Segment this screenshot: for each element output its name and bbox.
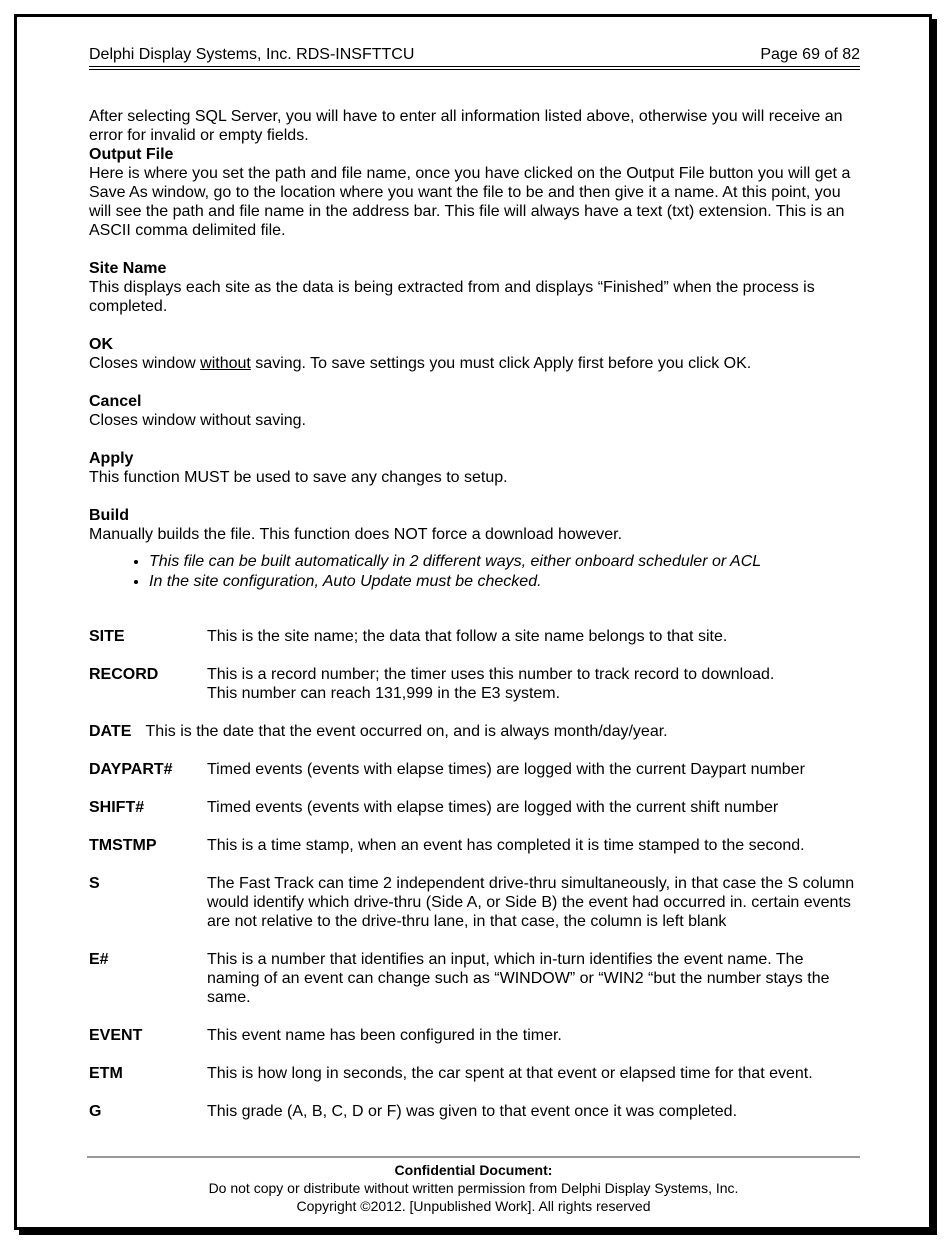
section-title-cancel: Cancel — [89, 393, 142, 410]
definition-term: DAYPART# — [89, 761, 173, 778]
build-notes-list — [89, 552, 860, 591]
section-text-ok: Closes window without saving. To save settings you must click Apply first before you click OK. — [89, 355, 752, 372]
footer-divider — [87, 1156, 860, 1158]
definition-term: SHIFT# — [89, 799, 145, 816]
section-title-site-name: Site Name — [89, 260, 167, 277]
section-title-output-file: Output File — [89, 146, 174, 163]
definition-term: ETM — [89, 1065, 123, 1082]
definition-term: TMSTMP — [89, 837, 157, 854]
definition-desc: This is how long in seconds, the car spent at that event or elapsed time for that event. — [207, 1065, 813, 1082]
header-company: Delphi Display Systems, Inc. RDS-INSFTTCU — [89, 46, 415, 63]
definition-row-record — [89, 665, 860, 703]
definition-desc: This is the date that the event occurred on, and is always month/day/year. — [145, 723, 668, 740]
definition-desc: This is a record number; the timer uses this number to track record to download. This number can reach 131,999 in the E3 system. — [207, 666, 775, 702]
section-text-apply: This function MUST be used to save any changes to setup. — [89, 469, 508, 486]
header-page-number: Page 69 of 82 — [760, 46, 860, 63]
definition-row-s — [89, 874, 860, 931]
section-title-build: Build — [89, 507, 129, 524]
section-text-cancel: Closes window without saving. — [89, 412, 306, 429]
definition-row-etm — [89, 1064, 860, 1083]
section-title-ok: OK — [89, 336, 113, 353]
section-text-site-name: This displays each site as the data is being extracted from and displays “Finished” when the process is completed. — [89, 279, 815, 315]
section-title-apply: Apply — [89, 450, 134, 467]
definition-term: DATE — [89, 723, 132, 740]
definition-term: S — [89, 875, 100, 892]
footer-line-1: Do not copy or distribute without written permission from Delphi Display Systems, Inc. — [208, 1180, 739, 1196]
definition-row-daypart — [89, 760, 860, 779]
definition-term: E# — [89, 951, 109, 968]
intro-paragraph: After selecting SQL Server, you will have to enter all information listed above, otherwise you will receive an error for invalid or empty fields. — [89, 108, 843, 144]
page-content — [89, 107, 860, 1140]
definition-row-tmstmp — [89, 836, 860, 855]
definition-desc: This is a number that identifies an input, which in-turn identifies the event name. The naming of an event can change such as “WINDOW” or “WIN2 “but the number stays the same. — [207, 951, 830, 1006]
definition-row-shift — [89, 798, 860, 817]
definition-desc: This is the site name; the data that follow a site name belongs to that site. — [207, 628, 728, 645]
definition-term: SITE — [89, 628, 125, 645]
field-definitions — [89, 627, 860, 1121]
definition-desc: This event name has been configured in the timer. — [207, 1027, 562, 1044]
page-header — [89, 46, 860, 67]
definition-desc: The Fast Track can time 2 independent drive-thru simultaneously, in that case the S column would identify which drive-thru (Side A, or Side B) the event had occurred in. certain events are not relative to the drive-thru lane, in that case, the column is left blank — [207, 875, 855, 930]
definition-row-date — [89, 722, 860, 741]
definition-term: RECORD — [89, 666, 159, 683]
definition-desc: Timed events (events with elapse times) are logged with the current shift number — [207, 799, 779, 816]
definition-desc: Timed events (events with elapse times) are logged with the current Daypart number — [207, 761, 805, 778]
definition-desc: This grade (A, B, C, D or F) was given to that event once it was completed. — [207, 1103, 738, 1120]
footer-line-2: Copyright ©2012. [Unpublished Work]. All rights reserved — [296, 1198, 651, 1214]
definition-term: EVENT — [89, 1027, 143, 1044]
definition-row-e — [89, 950, 860, 1007]
section-text-build: Manually builds the file. This function does NOT force a download however. — [89, 526, 623, 543]
definition-row-g — [89, 1102, 860, 1121]
definition-term: G — [89, 1103, 102, 1120]
footer-title: Confidential Document: — [394, 1162, 553, 1178]
definition-row-site — [89, 627, 860, 646]
list-item: • In the site configuration, Auto Update must be checked. — [149, 572, 860, 591]
definition-row-event — [89, 1026, 860, 1045]
definition-desc: This is a time stamp, when an event has completed it is time stamped to the second. — [207, 837, 805, 854]
list-item: • This file can be built automatically in 2 different ways, either onboard scheduler or ACL — [149, 552, 860, 571]
page-footer — [87, 1161, 860, 1215]
section-text-output-file: Here is where you set the path and file name, once you have clicked on the Output File button you will get a Save As window, go to the location where you want the file to be and then give it a name. At this point, you will see the path and file name in the address bar. This file will always have a text (txt) extension. This is an ASCII comma delimited file. — [89, 165, 851, 239]
